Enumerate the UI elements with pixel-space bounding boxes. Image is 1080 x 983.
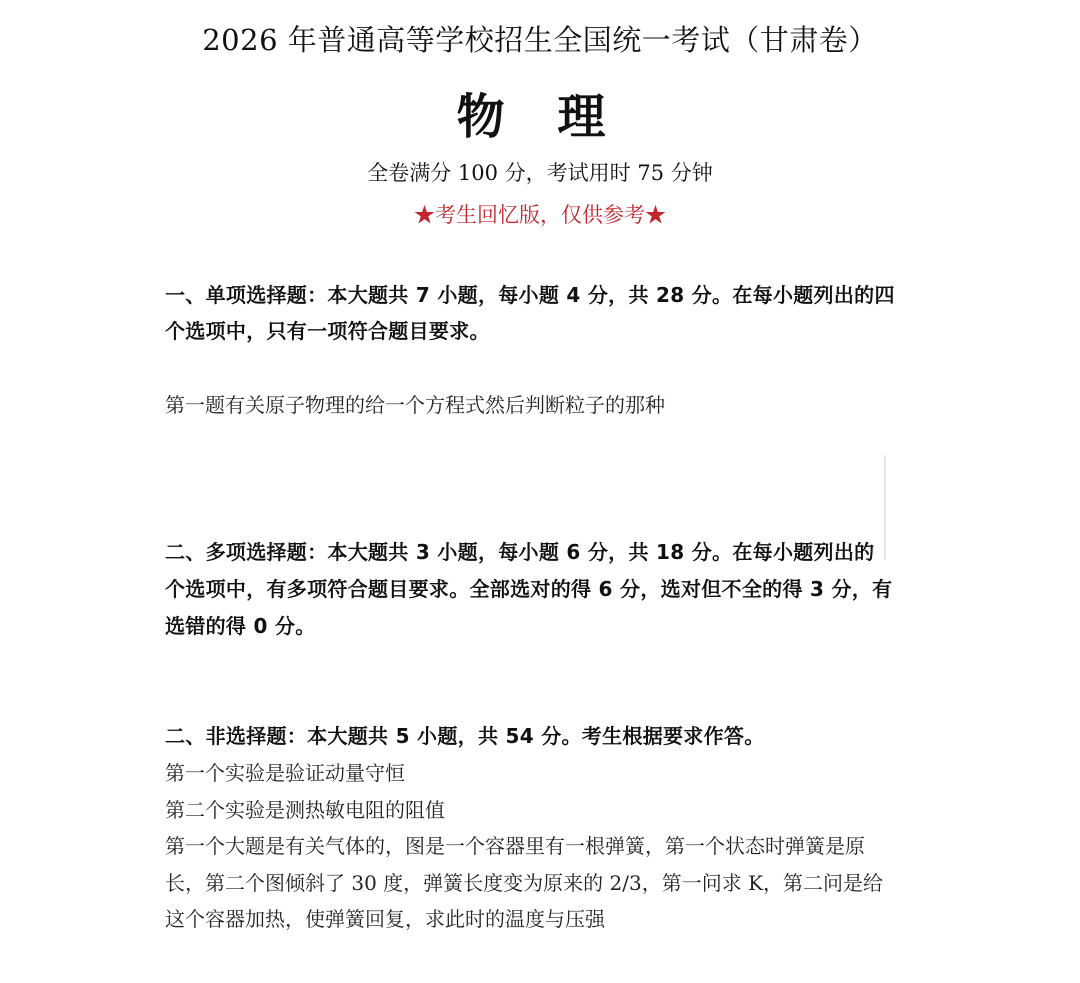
- non-choice-item-3-line-2: 长，第二个图倾斜了 30 度，弹簧长度变为原来的 2/3，第一问求 K，第二问是给: [165, 871, 884, 895]
- exam-title: 2026 年普通高等学校招生全国统一考试（甘肃卷）: [202, 23, 878, 57]
- subject-title: 物 理: [456, 89, 624, 145]
- non-choice-item-1: 第一个实验是验证动量守恒: [165, 761, 405, 785]
- multiple-choice-heading-line-3: 选错的得 0 分。: [165, 614, 316, 638]
- non-choice-item-3-line-1: 第一个大题是有关气体的，图是一个容器里有一根弹簧，第一个状态时弹簧是原: [165, 834, 865, 858]
- multiple-choice-heading-line-2: 个选项中，有多项符合题目要求。全部选对的得 6 分，选对但不全的得 3 分，有: [165, 577, 893, 601]
- non-choice-item-3-line-3: 这个容器加热，使弹簧回复，求此时的温度与压强: [165, 907, 605, 931]
- single-choice-heading-line-1: 一、单项选择题：本大题共 7 小题，每小题 4 分，共 28 分。在每小题列出的四: [165, 283, 895, 307]
- single-choice-heading-line-2: 个选项中，只有一项符合题目要求。: [165, 319, 490, 343]
- non-choice-item-2: 第二个实验是测热敏电阻的阻值: [165, 798, 445, 822]
- multiple-choice-heading-line-1: 二、多项选择题：本大题共 3 小题，每小题 6 分，共 18 分。在每小题列出的: [165, 540, 875, 564]
- exam-info: 全卷满分 100 分，考试用时 75 分钟: [367, 161, 713, 185]
- non-choice-heading: 二、非选择题：本大题共 5 小题，共 54 分。考生根据要求作答。: [165, 724, 765, 748]
- single-choice-item-1: 第一题有关原子物理的给一个方程式然后判断粒子的那种: [165, 393, 665, 417]
- recall-note: ★考生回忆版，仅供参考★: [414, 203, 666, 227]
